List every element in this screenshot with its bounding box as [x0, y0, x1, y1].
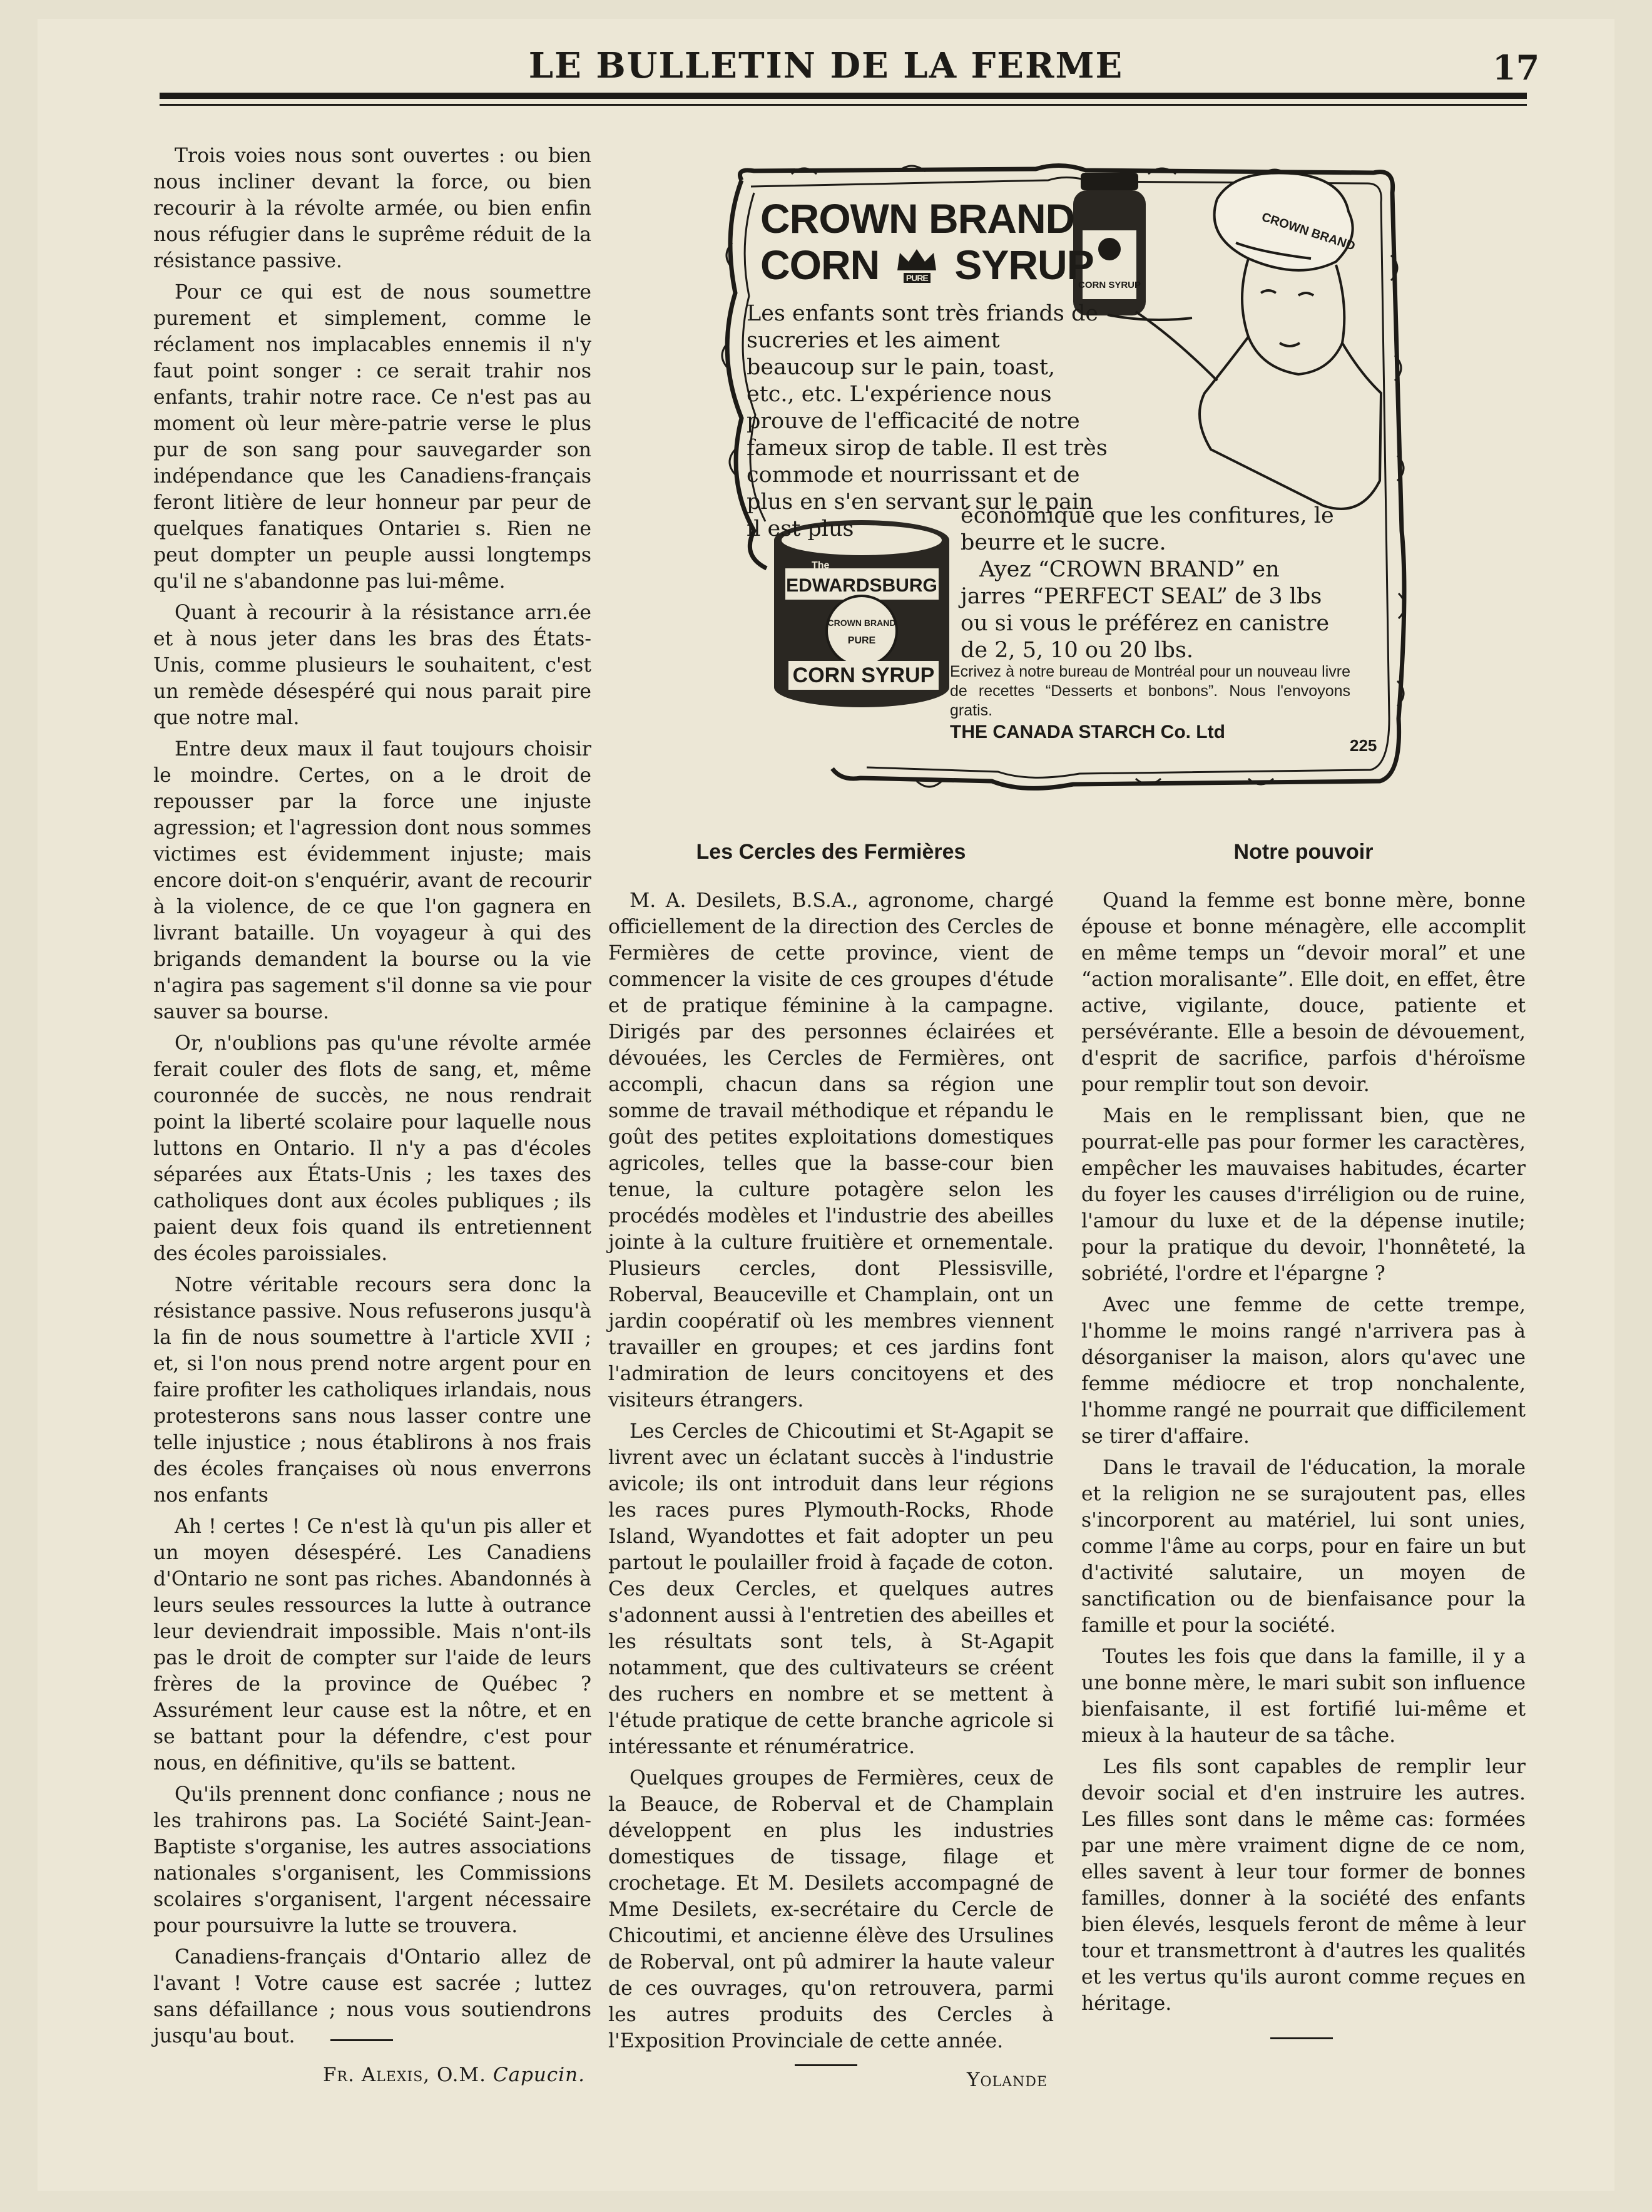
column-editorial — [153, 143, 591, 2088]
paragraph: Trois voies nous sont ouvertes : ou bien nous incliner devant la force, ou bien recourir à la révolte armée, ou bien enfin nous réfugier dans le suprême réduit de la résistance passive. — [153, 145, 591, 272]
ad-body-text: Les enfants sont très friands de sucreries et les aiment beaucoup sur le pain, toast, etc., etc. L'expérience nous prouve de l'efficacité de notre fameux sirop de table. Il est très commode et nourrissant et de plus en s'en servant sur le pain il est plus — [747, 301, 1108, 541]
ad-brand-logo — [760, 195, 1094, 288]
paragraph: Ah ! certes ! Ce n'est là qu'un pis aller et un moyen désespéré. Les Canadiens d'Ontario ne sont pas riches. Abandonnés à leurs seules ressources la lutte à outrance leur deviendrait impossible. Mais n'ont-ils pas le droit de compter sur l'aide de leurs frères de la province de Québec ? Assurément leur cause est la nôtre, et en se battant pour la défendre, c'est pour nous, en définitive, qu'ils se battent. — [153, 1515, 591, 1774]
crown-icon — [888, 243, 946, 287]
paragraph: Quand la femme est bonne mère, bonne épouse et bonne ménagère, elle accomplit en même temps un “devoir moral” et une “action moralisante”. Elle doit, en effet, être active, vigilante, douce, patiente et persévérante. Elle a besoin de dévouement, d'esprit de sacrifice, parfois d'héroïsme pour remplir tout son devoir. — [1081, 889, 1526, 1096]
can-pure: PURE — [847, 635, 876, 646]
header-rule-thin — [160, 104, 1527, 106]
column-notre-pouvoir — [1081, 839, 1526, 2022]
brand-corn: CORN — [760, 242, 880, 288]
paragraph: Toutes les fois que dans la famille, il y a une bonne mère, le mari subit son influence bienfaisante, il est fortifié lui-même et mieux à la hauteur de sa tâche. — [1081, 1646, 1526, 1747]
paragraph: M. A. Desilets, B.S.A., agronome, chargé officiellement de la direction des Cercles de Fermières de cette province, vient de commencer la visite de ces groupes d'étude et de pratique féminine à la campagne. Dirigés par des personnes éclairées et dévouées, les Cercles de Fermières, ont accompli, chacun dans sa région une somme de travail méthodique et répandu le goût des petites exploitations domestiques agricoles, telles que la basse-cour bien tenue, la culture potagère selon les procédés modèles et l'industrie des abeilles jointe à la culture fruitière et ornementale. Plusieurs cercles, dont Plessisville, Roberval, Beauceville et Champlain, ont un jardin coopératif où les membres viennent travailler en groupes; et ces jardins font l'admiration de leurs concitoyens et des visiteurs étrangers. — [608, 889, 1054, 1411]
article-signature: Yolande — [967, 2069, 1048, 2091]
article-signature — [153, 2062, 591, 2088]
column-cercles-fermieres — [608, 839, 1054, 2093]
can-band: CROWN BRAND — [827, 618, 896, 628]
brand-line1: CROWN BRAND — [760, 195, 1075, 242]
jar-label: CORN SYRUP — [1078, 280, 1141, 290]
syrup-can — [774, 520, 949, 707]
paragraph: Entre deux maux il faut toujours choisir le moindre. Certes, on a le droit de repousser par la force une injuste agression; et l'agression dont nous sommes victimes est évidemment injuste; mais encore doit-on s'enquérir, avant de recourir à la violence, de ce que l'on gagnera en livrant bataille. Un voyageur à qui des brigands demandent la bourse ou la vie n'agira pas sagement s'il donne sa vie pour sauver sa bourse. — [153, 738, 591, 1023]
end-rule — [1270, 2037, 1333, 2039]
signature-order: Capucin. — [492, 2064, 585, 2086]
paragraph: Avec une femme de cette trempe, l'homme le moins rangé n'arrivera pas à désorganiser la maison, alors qu'avec une femme médiocre et trop nonchalente, l'homme rangé ne pourrait que difficilement se tirer d'affaire. — [1081, 1294, 1526, 1448]
can-product: CORN SYRUP — [792, 663, 935, 687]
chef-illustration — [1108, 173, 1381, 509]
chef-hat-text: CROWN BRAND — [1260, 210, 1357, 253]
paragraph: Les fils sont capables de remplir leur devoir social et d'en instruire les autres. Les filles sont dans le même cas: formées par une mère vraiment digne de ce nom, elles savent à leur tour former de bonnes familles, donner à la société des enfants bien élevés, lesquels feront de même à leur tour et transmettront à d'autres les qualités et les vertus qu'ils auront comme reçues en héritage. — [1081, 1756, 1526, 2015]
paragraph: Les Cercles de Chicoutimi et St-Agapit se livrent avec un éclatant succès à l'industrie avicole; ils ont introduit dans leur régions les races pures Plymouth-Rocks, Rhode Island, Wyandottes et fait adopter un peu partout le poulailler froid à façade de coton. Ces deux Cercles, et quelques autres s'adonnent aussi à l'entretien des abeilles et les résultats sont tels, à St-Agapit notamment, que des cultivateurs se créent des ruchers en nombre et se mettent à l'étude pratique de cette branche agricole si intéressante et rénumératrice. — [608, 1420, 1054, 1758]
ad-recipe-offer: Ecrivez à notre bureau de Montréal pour un nouveau livre de recettes “Desserts et bonbons”. Nous l'envoyons gratis. — [950, 663, 1350, 719]
can-brand: EDWARDSBURG — [786, 575, 937, 596]
paragraph: Quant à recourir à la résistance arrı.ée et à nous jeter dans les bras des États-Unis, comme plusieurs le souhaitent, c'est un remède désespéré qui nous parait pire que notre mal. — [153, 602, 591, 729]
paragraph: Qu'ils prennent donc confiance ; nous ne les trahirons pas. La Société Saint-Jean-Baptiste s'organise, les autres associations nationales s'organisent, les Commissions scolaires s'organisent, l'argent nécessaire pour poursuivre la lutte se trouvera. — [153, 1783, 591, 1937]
newspaper-title: LE BULLETIN DE LA FERME — [528, 45, 1124, 86]
paragraph: Canadiens-français d'Ontario allez de l'avant ! Votre cause est sacrée ; luttez sans défaillance ; nous vous soutiendrons jusqu'au bout. — [153, 1946, 591, 2047]
paragraph: Or, n'oublions pas qu'une révolte armée ferait couler des flots de sang, et, même couronnée de succès, ne nous rendrait point la liberté scolaire pour laquelle nous luttons en Ontario. Il n'y a pas d'écoles séparées aux États-Unis ; les taxes des catholiques dont aux écoles publiques ; ils paient deux fois quand ils entretiennent des écoles paroissiales. — [153, 1032, 591, 1265]
brand-syrup: SYRUP — [954, 242, 1094, 288]
brand-pure: PURE — [904, 273, 931, 283]
article-title: Les Cercles des Fermières — [696, 840, 966, 864]
page-number: 17 — [1492, 48, 1540, 88]
ad-code: 225 — [1350, 736, 1377, 755]
ad-body-text-2: économique que les confitures, le beurre et le sucre. Ayez “CROWN BRAND” en jarres “PERFECT SEAL” de 3 lbs ou si vous le préférez en canistre de 2, 5, 10 ou 20 lbs. — [961, 503, 1334, 663]
paragraph: Pour ce qui est de nous soumettre purement et simplement, comme le réclament nos implacables ennemis il n'y faut point songer : ce serait trahir nos enfants, trahir notre race. Ce n'est pas au moment où leur mère-patrie verse le plus pur de son sang pour sauvegarder son indépendance que les Canadiens-français feront litière de leur honneur par peur de quelques fanatiques Ontarieı s. Rien ne peut dompter un peuple aussi longtemps qu'il ne s'abandonne pas lui-même. — [153, 281, 591, 593]
can-the: The — [812, 560, 830, 571]
article-title: Notre pouvoir — [1233, 840, 1374, 864]
paragraph: Dans le travail de l'éducation, la morale et la religion ne se surajoutent pas, elles s'incorporent au matériel, lui sont unies, comme l'âme au corps, pour en faire un but d'activité salutaire, un moyen de sanctification ou de bienfaisance pour la famille et pour la société. — [1081, 1457, 1526, 1637]
paragraph: Quelques groupes de Fermières, ceux de la Beauce, de Roberval et de Champlain développent en plus les industries domestiques de tissage, filage et crochetage. Et M. Desilets accompagné de Mme Desilets, ex-secrétaire du Cercle de Chicoutimi, et ancienne élève des Ursulines de Roberval, ont pû admirer la haute valeur de ces ouvrages, qu'on retrouvera, parmi les autres produits des Cercles à l'Exposition Provinciale de cette année. — [608, 1767, 1054, 2052]
paragraph: Notre véritable recours sera donc la résistance passive. Nous refuserons jusqu'à la fin de nous soumettre à l'article XVII ; et, si l'on nous prend notre argent pour en faire profiter les catholiques irlandais, nous protesterons sans nous lasser contre une telle injustice ; nous établirons à nos frais des écoles françaises où nous enverrons nos enfants — [153, 1274, 591, 1507]
end-rule — [330, 2039, 393, 2041]
ad-company-name: THE CANADA STARCH Co. Ltd — [950, 722, 1225, 742]
crown-brand-advertisement — [698, 155, 1436, 800]
signature-name: Fr. Alexis, O.M. — [323, 2064, 487, 2086]
end-rule — [795, 2064, 857, 2066]
header-rule-thick — [160, 93, 1527, 99]
paragraph: Mais en le remplissant bien, que ne pourrat-elle pas pour former les caractères, empêcher les mauvaises habitudes, écarter du foyer les causes d'irréligion ou de ruine, l'amour du luxe et de la dépense inutile; pour la pratique du devoir, l'honnêteté, la sobriété, l'ordre et l'épargne ? — [1081, 1105, 1526, 1285]
